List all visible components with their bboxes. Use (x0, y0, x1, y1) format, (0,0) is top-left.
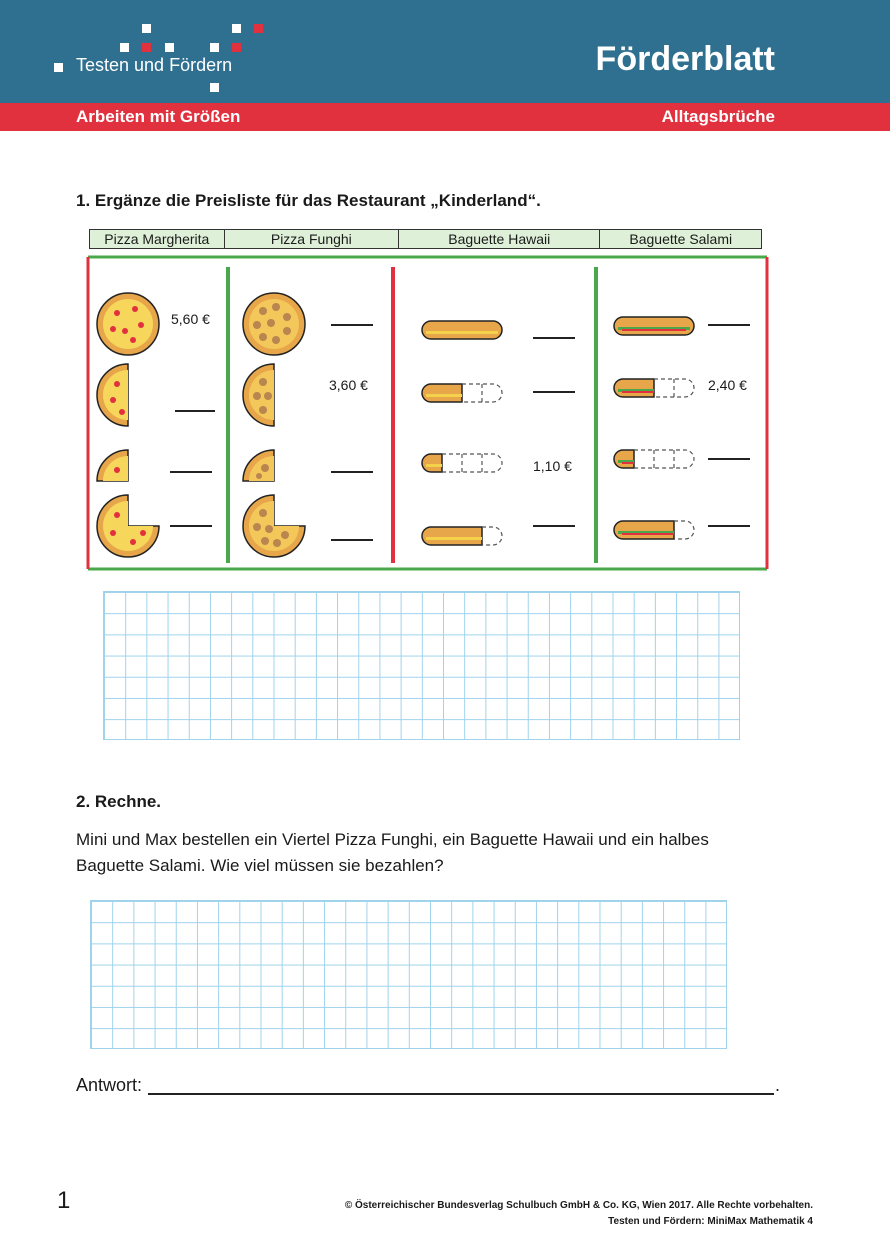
logo-text: Testen und Fördern (76, 55, 233, 75)
price-salami-half: 2,40 € (708, 377, 747, 393)
task2-title: 2. Rechne. (76, 792, 162, 811)
price-blank (533, 337, 575, 339)
column-pizza-margherita: Pizza Margherita (90, 230, 225, 248)
pizza-margherita-half-icon (95, 362, 130, 428)
price-blank (331, 324, 373, 326)
answer-label: Antwort: (76, 1075, 143, 1095)
calculation-grid[interactable] (103, 591, 740, 740)
price-blank (533, 391, 575, 393)
logo-square (142, 24, 151, 33)
series-note: Testen und Fördern: MiniMax Mathematik 4 (608, 1216, 813, 1227)
logo-square (120, 43, 129, 52)
logo-square (165, 43, 174, 52)
price-blank (708, 458, 750, 460)
column-baguette-salami: Baguette Salami (629, 231, 733, 247)
price-hawaii-quarter: 1,10 € (533, 458, 572, 474)
logo-square (210, 43, 219, 52)
logo-square (232, 24, 241, 33)
divider-red (391, 267, 395, 563)
baguette-hawaii-whole-icon (420, 319, 504, 341)
pizza-margherita-three-quarter-icon (95, 493, 161, 559)
logo-square (210, 83, 219, 92)
price-blank (170, 471, 212, 473)
page-number: 1 (57, 1187, 71, 1214)
pizza-margherita-whole-icon (95, 291, 161, 357)
topic-label: Arbeiten mit Größen (76, 107, 241, 126)
price-blank (708, 324, 750, 326)
divider-green (226, 267, 230, 563)
baguette-salami-whole-icon (612, 315, 696, 337)
price-funghi-half: 3,60 € (329, 377, 368, 393)
column-baguette-hawaii: Baguette Hawaii (399, 230, 600, 248)
pizza-funghi-quarter-icon (241, 448, 276, 483)
price-blank (331, 471, 373, 473)
price-board (86, 255, 769, 571)
logo-square (142, 43, 151, 52)
price-blank (533, 525, 575, 527)
pizza-funghi-three-quarter-icon (241, 493, 307, 559)
price-list-header (89, 229, 762, 249)
calculation-grid[interactable] (90, 900, 727, 1049)
price-blank (175, 410, 215, 412)
answer-end: . (775, 1075, 781, 1095)
divider-green (594, 267, 598, 563)
answer-line[interactable] (148, 1093, 774, 1095)
baguette-salami-three-quarter-icon (612, 519, 696, 541)
copyright-note: © Österreichischer Bundesverlag Schulbuch GmbH & Co. KG, Wien 2017. Alle Rechte vorbehalten. (344, 1200, 813, 1211)
price-blank (331, 539, 373, 541)
price-blank (708, 525, 750, 527)
logo-square (54, 63, 63, 72)
pizza-funghi-half-icon (241, 362, 276, 428)
baguette-salami-quarter-icon (612, 448, 696, 470)
logo-square (232, 43, 241, 52)
baguette-hawaii-quarter-icon (420, 452, 504, 474)
task1-title: 1. Ergänze die Preisliste für das Restaurant „Kinderland“. (76, 191, 541, 210)
task2-text-line2: Baguette Salami. Wie viel müssen sie bezahlen? (76, 856, 444, 875)
pizza-funghi-whole-icon (241, 291, 307, 357)
price-margherita-whole: 5,60 € (171, 311, 210, 327)
subtopic-label: Alltagsbrüche (661, 107, 775, 126)
baguette-hawaii-half-icon (420, 382, 504, 404)
baguette-hawaii-three-quarter-icon (420, 525, 504, 547)
header-band (0, 0, 890, 103)
pizza-margherita-quarter-icon (95, 448, 130, 483)
price-blank (170, 525, 212, 527)
baguette-salami-half-icon (612, 377, 696, 399)
page-title: Förderblatt (595, 40, 775, 78)
logo-square (254, 24, 263, 33)
task2-text-line1: Mini und Max bestellen ein Viertel Pizza Funghi, ein Baguette Hawaii und ein halbes (76, 830, 709, 849)
column-pizza-funghi: Pizza Funghi (225, 230, 399, 248)
